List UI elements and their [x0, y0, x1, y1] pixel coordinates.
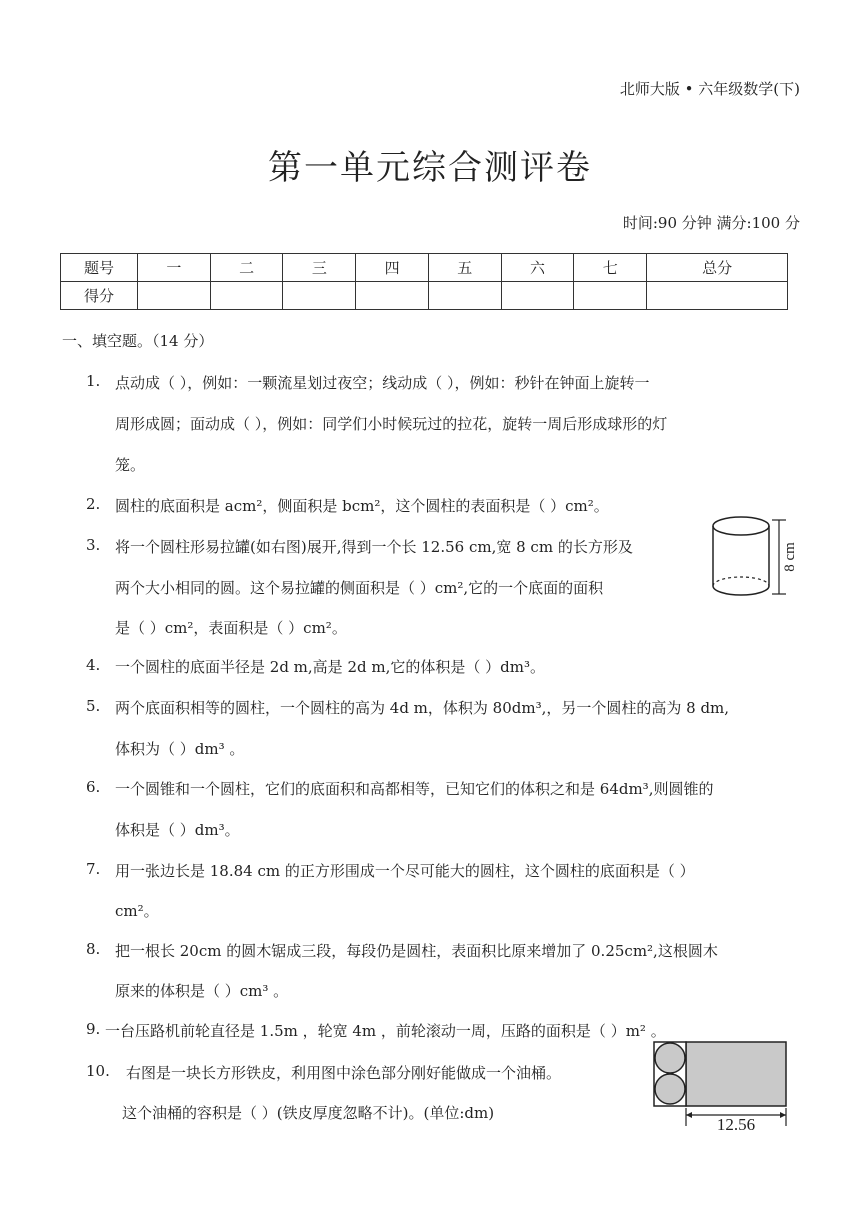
table-cell: 二	[210, 254, 283, 282]
score-cell[interactable]	[210, 282, 283, 310]
sheet-figure	[652, 1040, 792, 1132]
question-number: 4.	[86, 656, 101, 674]
page-title: 第一单元综合测评卷	[268, 148, 592, 188]
score-table	[60, 253, 788, 310]
sheet-length-label: 12.56	[716, 1115, 756, 1132]
book-header: 北师大版 • 六年级数学(下)	[619, 80, 800, 98]
question-text: 把一根长 20cm 的圆木锯成三段，每段仍是圆柱，表面积比原来增加了 0.25cm²,这根圆木	[115, 942, 718, 960]
question-number: 3.	[86, 536, 101, 554]
cylinder-figure	[708, 514, 798, 600]
question-text: 圆柱的底面积是 acm²，侧面积是 bcm²，这个圆柱的表面积是（ ）cm²。	[115, 497, 609, 515]
table-cell: 得分	[61, 282, 138, 310]
question-text: 这个油桶的容积是（ ）(铁皮厚度忽略不计)。(单位:dm)	[122, 1104, 495, 1122]
score-table-score-row	[61, 282, 788, 310]
question-text: 用一张边长是 18.84 cm 的正方形围成一个尽可能大的圆柱，这个圆柱的底面积是（ ）	[115, 862, 695, 880]
question-text: 笼。	[115, 456, 146, 474]
table-cell: 五	[428, 254, 501, 282]
exam-meta: 时间:90 分钟 满分:100 分	[622, 214, 800, 232]
question-text: 体积是（ ）dm³。	[115, 821, 240, 839]
question-text: 一台压路机前轮直径是 1.5m ，轮宽 4m ，前轮滚动一周，压路的面积是（ ）m² 。	[105, 1022, 666, 1040]
question-number: 8.	[86, 940, 101, 958]
question-number: 7.	[86, 860, 101, 878]
question-text: 将一个圆柱形易拉罐(如右图)展开,得到一个长 12.56 cm,宽 8 cm 的长方形及	[115, 538, 633, 556]
question-text: cm²。	[115, 902, 159, 920]
question-text: 一个圆柱的底面半径是 2d m,高是 2d m,它的体积是（ ）dm³。	[115, 658, 545, 676]
table-cell: 四	[356, 254, 429, 282]
score-cell[interactable]	[428, 282, 501, 310]
question-text: 体积为（ ）dm³ 。	[115, 740, 245, 758]
question-number: 2.	[86, 495, 101, 513]
question-number: 1.	[86, 372, 101, 390]
question-text: 点动成（ ），例如：一颗流星划过夜空；线动成（ ），例如：秒针在钟面上旋转一	[115, 374, 650, 392]
question-number: 6.	[86, 778, 101, 796]
table-cell: 六	[501, 254, 574, 282]
table-cell: 七	[574, 254, 647, 282]
question-number: 5.	[86, 697, 101, 715]
question-text: 一个圆锥和一个圆柱，它们的底面积和高都相等，已知它们的体积之和是 64dm³,则圆锥的	[115, 780, 714, 798]
score-cell[interactable]	[356, 282, 429, 310]
question-text: 原来的体积是（ ）cm³ 。	[115, 982, 289, 1000]
table-cell: 题号	[61, 254, 138, 282]
question-number: 9.	[86, 1020, 101, 1038]
question-text: 右图是一块长方形铁皮，利用图中涂色部分刚好能做成一个油桶。	[126, 1064, 562, 1082]
question-text: 两个底面积相等的圆柱，一个圆柱的高为 4d m，体积为 80dm³,，另一个圆柱的高为 8 dm,	[115, 699, 730, 717]
score-cell[interactable]	[138, 282, 211, 310]
can-height-label: 8 cm	[782, 542, 798, 572]
score-cell[interactable]	[283, 282, 356, 310]
table-cell: 一	[138, 254, 211, 282]
question-number: 10.	[86, 1062, 110, 1080]
question-text: 是（ ）cm²，表面积是（ ）cm²。	[115, 619, 347, 637]
table-cell: 三	[283, 254, 356, 282]
score-cell[interactable]	[501, 282, 574, 310]
table-cell: 总分	[647, 254, 788, 282]
score-cell[interactable]	[574, 282, 647, 310]
section-title: 一、填空题。（14 分）	[62, 332, 214, 350]
score-table-header-row	[61, 254, 788, 282]
question-text: 周形成圆；面动成（ ），例如：同学们小时候玩过的拉花，旋转一周后形成球形的灯	[115, 415, 668, 433]
question-text: 两个大小相同的圆。这个易拉罐的侧面积是（ ）cm²,它的一个底面的面积	[115, 579, 604, 597]
score-cell[interactable]	[647, 282, 788, 310]
